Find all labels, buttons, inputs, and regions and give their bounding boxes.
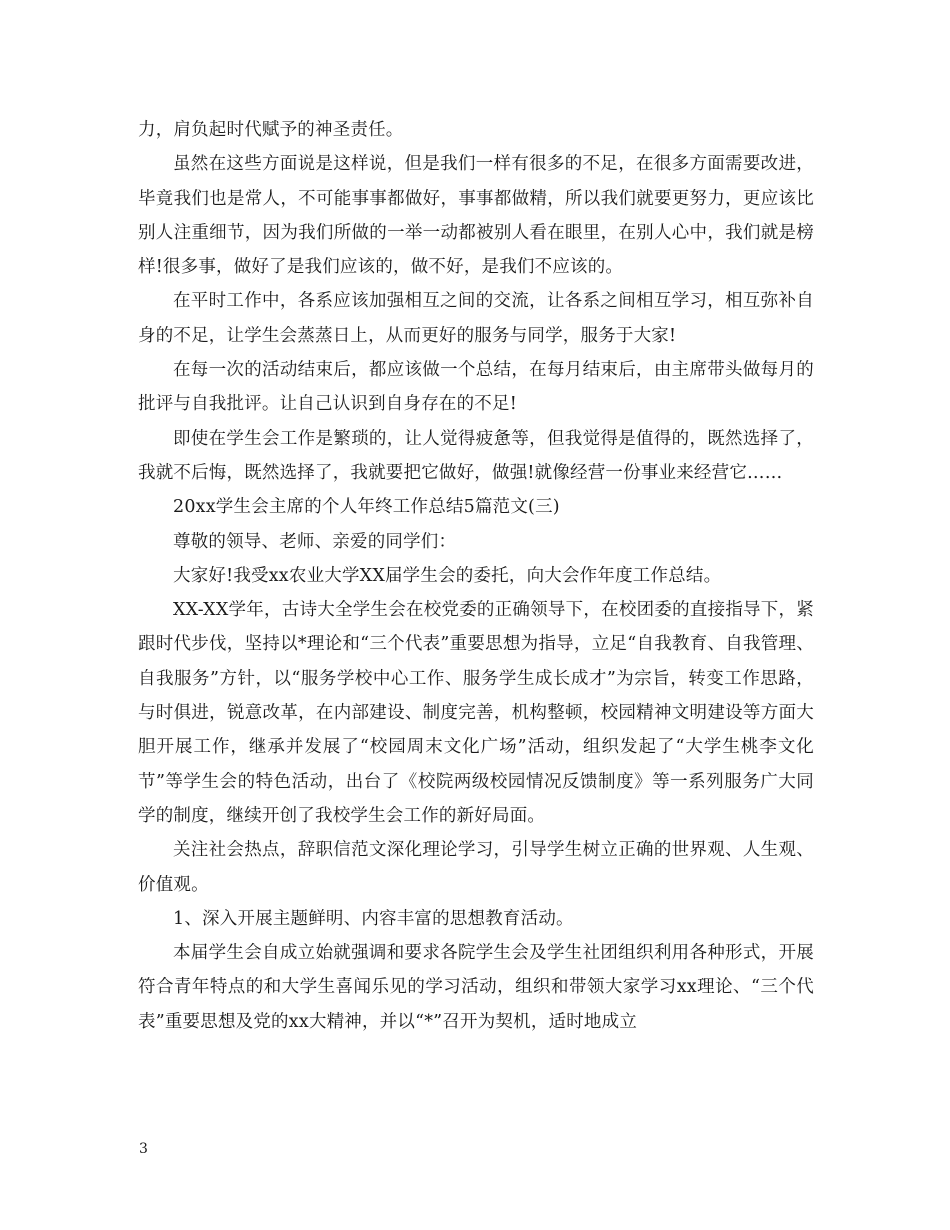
- paragraph: 大家好!我受xx农业大学XX届学生会的委托，向大会作年度工作总结。: [173, 565, 722, 586]
- paragraph: 即使在学生会工作是繁琐的，让人觉得疲惫等，但我觉得是值得的，既然选择了，我就不后悔，既然选择了，我就要把它做好，做强!就像经营一份事业来经营它……: [138, 428, 814, 483]
- section-heading: 20xx学生会主席的个人年终工作总结5篇范文(三): [173, 497, 560, 518]
- paragraph: 虽然在这些方面说是这样说，但是我们一样有很多的不足，在很多方面需要改进，毕竟我们也是常人，不可能事事都做好，事事都做精，所以我们就要更努力，更应该比别人注重细节，因为我们所做的一举一动都被别人看在眼里，在别人心中，我们就是榜样!很多事，做好了是我们应该的，做不好，是我们不应该的。: [138, 154, 814, 278]
- list-item: 1、深入开展主题鲜明、内容丰富的思想教育活动。: [173, 908, 574, 929]
- paragraph: 在平时工作中，各系应该加强相互之间的交流，让各系之间相互学习，相互弥补自身的不足，让学生会蒸蒸日上，从而更好的服务与同学，服务于大家!: [138, 291, 814, 346]
- page-number: 3: [139, 1141, 148, 1157]
- paragraph: 关注社会热点，辞职信范文深化理论学习，引导学生树立正确的世界观、人生观、价值观。: [138, 840, 814, 895]
- paragraph: 在每一次的活动结束后，都应该做一个总结，在每月结束后，由主席带头做每月的批评与自我批评。让自己认识到自身存在的不足!: [138, 360, 814, 415]
- paragraph: 力，肩负起时代赋予的神圣责任。: [138, 120, 404, 140]
- paragraph: XX-XX学年，古诗大全学生会在校党委的正确领导下，在校团委的直接指导下，紧跟时代步伐，坚持以*理论和“三个代表”重要思想为指导，立足“自我教育、自我管理、自我服务”方针，以“服务学校中心工作、服务学生成长成才”为宗旨，转变工作思路，与时俱进，锐意改革，在内部建设、制度完善，机构整顿，校园精神文明建设等方面大胆开展工作，继承并发展了“校园周末文化广场”活动，组织发起了“大学生桃李文化节”等学生会的特色活动，出台了《校院两级校园情况反馈制度》等一系列服务广大同学的制度，继续开创了我校学生会工作的新好局面。: [138, 600, 814, 826]
- paragraph: 本届学生会自成立始就强调和要求各院学生会及学生社团组织利用各种形式，开展符合青年特点的和大学生喜闻乐见的学习活动，组织和带领大家学习xx理论、“三个代表”重要思想及党的xx大精神，并以“*”召开为契机，适时地成立: [138, 943, 814, 1032]
- document-body: [138, 113, 814, 1039]
- salutation: 尊敬的领导、老师、亲爱的同学们：: [173, 531, 457, 552]
